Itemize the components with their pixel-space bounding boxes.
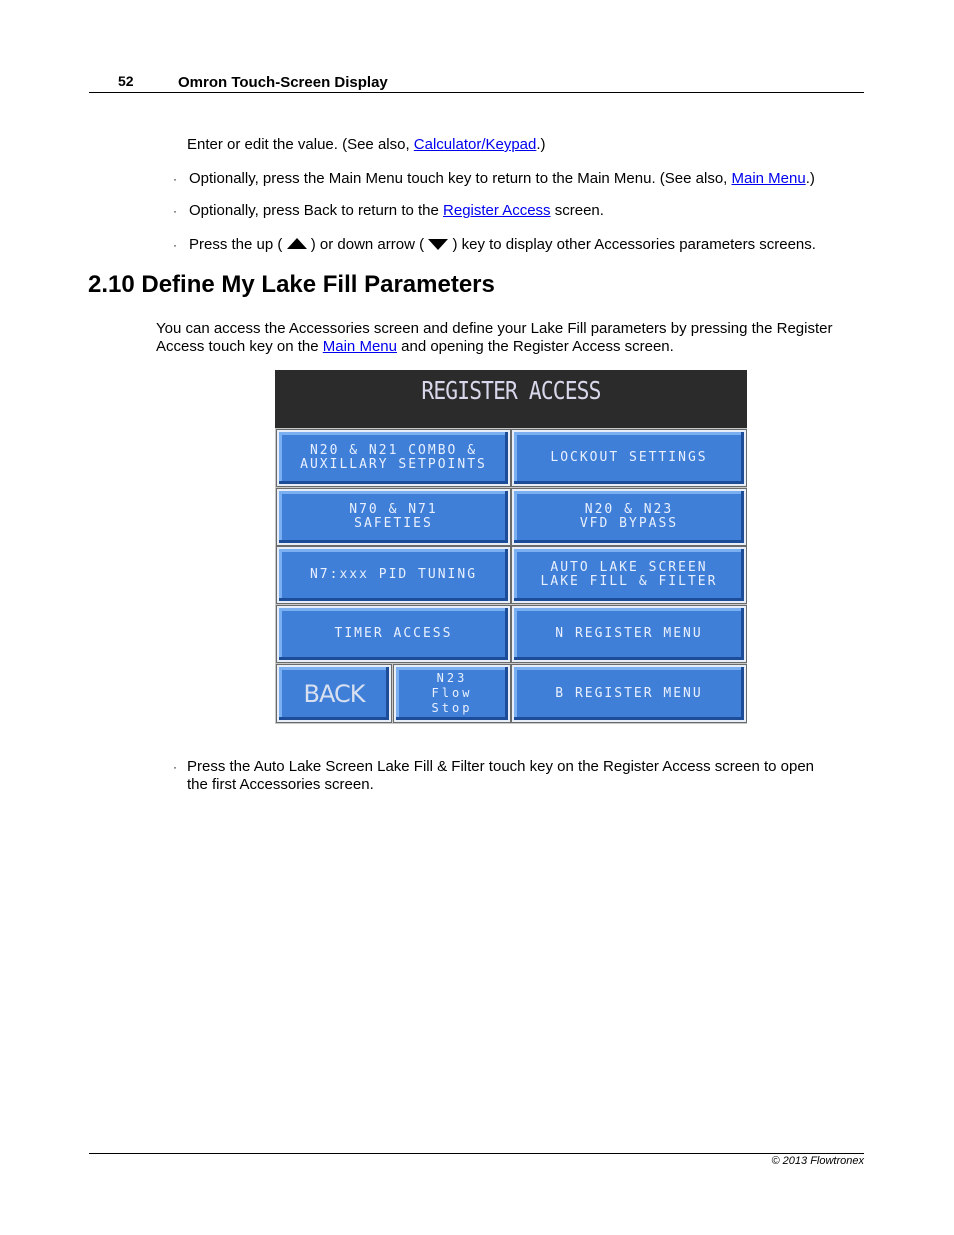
register-access-link[interactable]: Register Access: [443, 202, 551, 219]
safeties-button[interactable]: N70 & N71 SAFETIES: [277, 489, 510, 545]
timer-access-button[interactable]: TIMER ACCESS: [277, 606, 510, 662]
auto-lake-screen-button[interactable]: AUTO LAKE SCREEN LAKE FILL & FILTER: [512, 547, 746, 603]
bullet: ·: [173, 238, 177, 252]
down-triangle-icon: [428, 239, 448, 250]
flow-stop-button[interactable]: N23 Flow Stop: [394, 665, 510, 722]
page-header: [89, 72, 864, 93]
combo-setpoints-button[interactable]: N20 & N21 COMBO & AUXILLARY SETPOINTS: [277, 430, 510, 486]
main-menu-link[interactable]: Main Menu: [731, 170, 806, 187]
step-back: Optionally, press Back to return to the Register Access screen.: [189, 202, 604, 219]
n-register-menu-button[interactable]: N REGISTER MENU: [512, 606, 746, 662]
bullet: ·: [173, 172, 177, 186]
register-access-screenshot: [275, 370, 747, 724]
section-paragraph: You can access the Accessories screen and define your Lake Fill parameters by pressing the Register Access touch key on the Main Menu and opening the Register Access screen.: [156, 320, 833, 355]
main-menu-link[interactable]: Main Menu: [322, 338, 397, 355]
back-button[interactable]: BACK: [277, 665, 391, 722]
up-triangle-icon: [287, 238, 307, 249]
vfd-bypass-button[interactable]: N20 & N23 VFD BYPASS: [512, 489, 746, 545]
b-register-menu-button[interactable]: B REGISTER MENU: [512, 665, 746, 722]
footer-copyright: © 2013 Flowtronex: [771, 1155, 864, 1167]
pid-tuning-button[interactable]: N7:xxx PID TUNING: [277, 547, 510, 603]
step-arrows: Press the up ( ) or down arrow ( ) key to display other Accessories parameters screens.: [189, 236, 816, 253]
header-title: Omron Touch-Screen Display: [178, 74, 388, 91]
lockout-settings-button[interactable]: LOCKOUT SETTINGS: [512, 430, 746, 486]
calculator-keypad-link[interactable]: Calculator/Keypad: [413, 136, 537, 153]
section-heading: 2.10 Define My Lake Fill Parameters: [88, 271, 495, 298]
step-auto-lake: Press the Auto Lake Screen Lake Fill & Filter touch key on the Register Access screen to open the first Accessories screen.: [187, 758, 814, 793]
screen-title-bar: [275, 370, 747, 428]
step-main-menu: Optionally, press the Main Menu touch key to return to the Main Menu. (See also, Main Menu.): [189, 170, 815, 187]
bullet: ·: [173, 760, 177, 774]
step-enter-value: Enter or edit the value. (See also, Calculator/Keypad.): [187, 136, 546, 153]
footer-divider: [89, 1153, 864, 1154]
page-number: 52: [118, 73, 134, 89]
bullet: ·: [173, 204, 177, 218]
screen-title: REGISTER ACCESS: [421, 376, 601, 405]
